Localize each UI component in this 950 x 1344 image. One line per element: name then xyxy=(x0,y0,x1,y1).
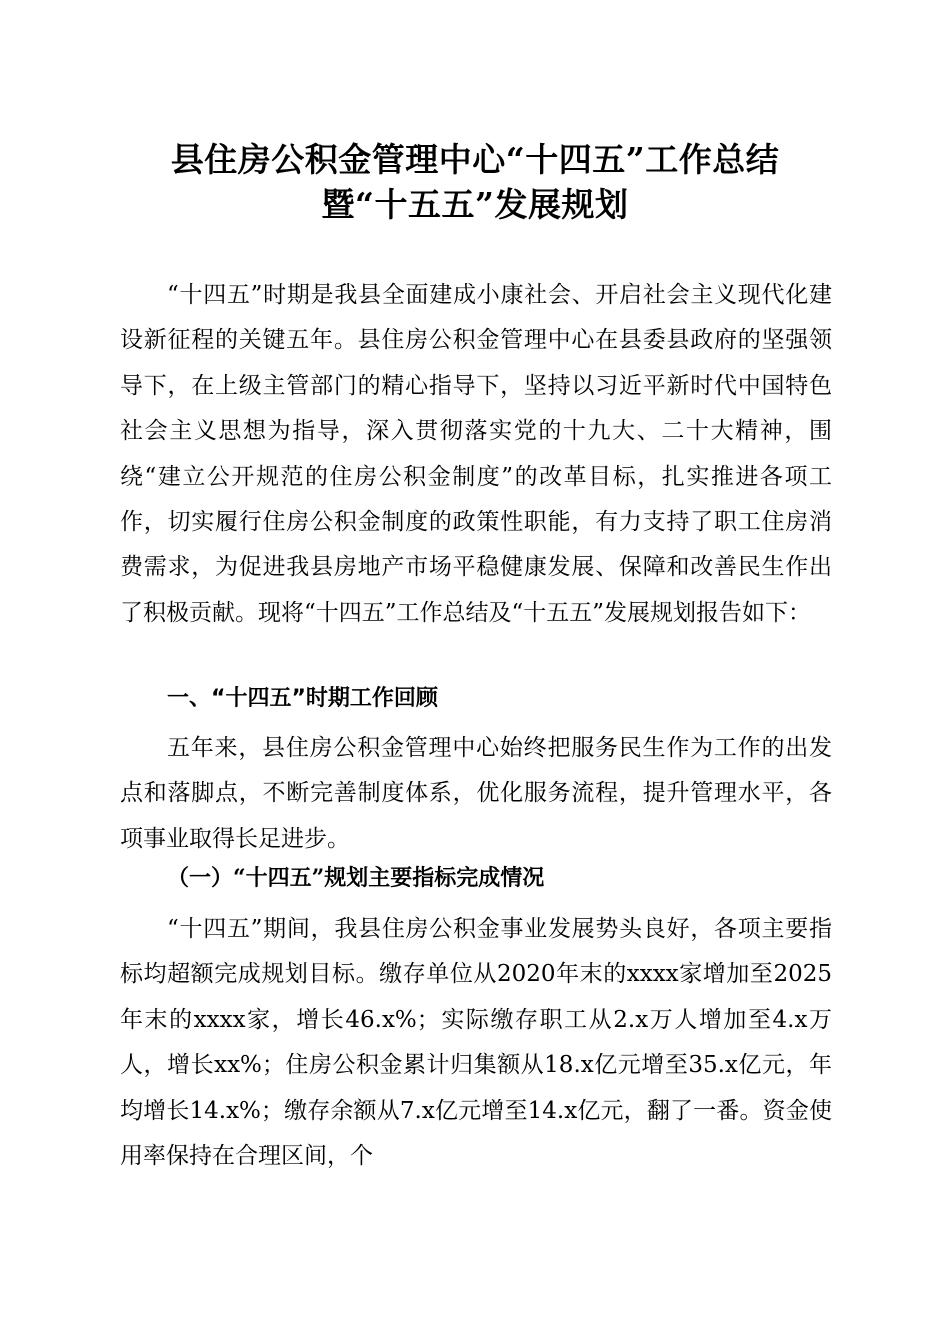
subsection-1-paragraph: “十四五”期间，我县住房公积金事业发展势头良好，各项主要指标均超额完成规划目标。缴存单位从2020年末的xxxx家增加至2025年末的xxxx家，增长46.x%；实际缴存职工从2.x万人增加至4.x万人，增长xx%；住房公积金累计归集额从18.x亿元增至35.x亿元，年均增长14.x%；缴存余额从7.x亿元增至14.x亿元，翻了一番。资金使用率保持在合理区间，个 xyxy=(120,916,832,1170)
document-title-line-2: 暨“十五五”发展规划 xyxy=(321,185,629,224)
document-title-line-1: 县住房公积金管理中心“十四五”工作总结 xyxy=(170,140,780,179)
intro-paragraph: “十四五”时期是我县全面建成小康社会、开启社会主义现代化建设新征程的关键五年。县住房公积金管理中心在县委县政府的坚强领导下，在上级主管部门的精心指导下，坚持以习近平新时代中国特色社会主义思想为指导，深入贯彻落实党的十九大、二十大精神，围绕“建立公开规范的住房公积金制度”的改革目标，扎实推进各项工作，切实履行住房公积金制度的政策性职能，有力支持了职工住房消费需求，为促进我县房地产市场平稳健康发展、保障和改善民生作出了积极贡献。现将“十四五”工作总结及“十五五”发展规划报告如下： xyxy=(120,282,832,626)
section-1-heading: 一、“十四五”时期工作回顾 xyxy=(167,686,438,711)
section-1-paragraph: 五年来，县住房公积金管理中心始终把服务民生作为工作的出发点和落脚点，不断完善制度体系，优化服务流程，提升管理水平，各项事业取得长足进步。 xyxy=(120,735,832,852)
subsection-1-heading: （一）“十四五”规划主要指标完成情况 xyxy=(167,865,545,891)
